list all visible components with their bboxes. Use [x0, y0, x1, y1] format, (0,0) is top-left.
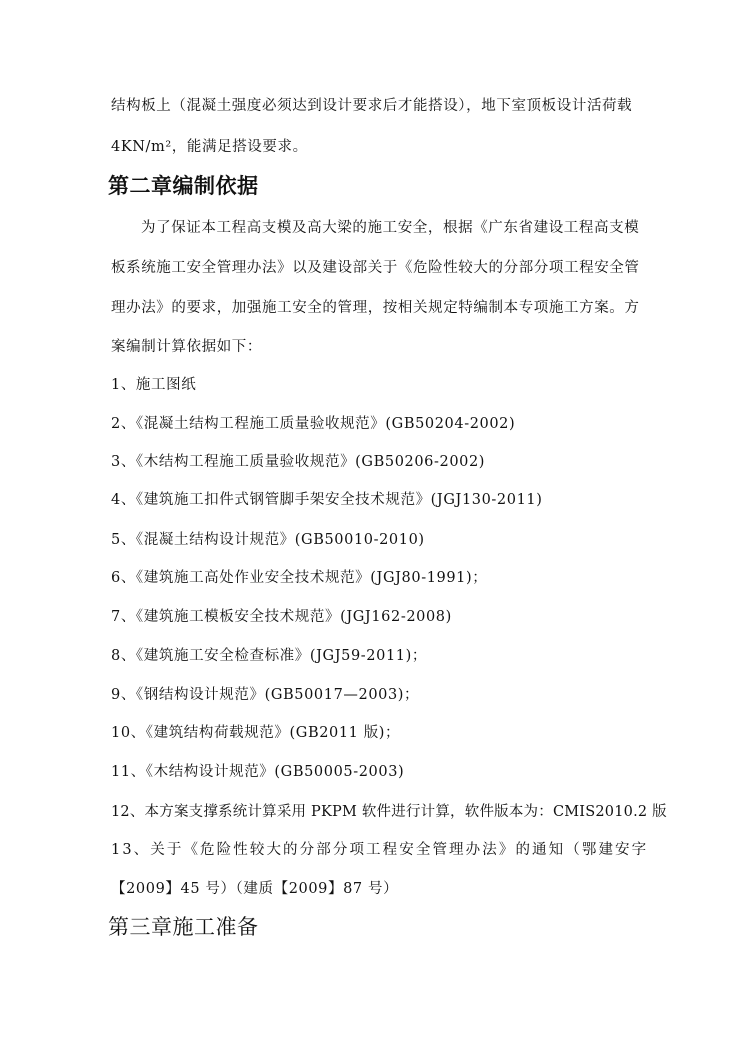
basis-item-11: 11、《木结构设计规范》(GB50005-2003)	[111, 764, 405, 780]
basis-item-1: 1、施工图纸	[111, 377, 197, 393]
intro-line-2: 4KN/m²，能满足搭设要求。	[111, 139, 308, 155]
chapter-3-title: 第三章施工准备	[108, 915, 259, 939]
basis-item-10: 10、《建筑结构荷载规范》(GB2011 版)；	[111, 725, 401, 741]
basis-item-2: 2、《混凝土结构工程施工质量验收规范》(GB50204-2002)	[111, 416, 516, 432]
chapter-2-paragraph-line-2: 板系统施工安全管理办法》以及建设部关于《危险性较大的分部分项工程安全管	[111, 260, 640, 276]
basis-item-12: 12、本方案支撑系统计算采用 PKPM 软件进行计算，软件版本为：CMIS2010.2 版	[111, 804, 667, 820]
basis-item-13-line-2: 【2009】45 号）（建质【2009】87 号）	[111, 881, 399, 897]
basis-item-8: 8、《建筑施工安全检查标准》(JGJ59-2011)；	[111, 648, 427, 664]
intro-line-1: 结构板上（混凝土强度必须达到设计要求后才能搭设），地下室顶板设计活荷载	[111, 98, 633, 114]
chapter-2-paragraph-line-3: 理办法》的要求，加强施工安全的管理，按相关规定特编制本专项施工方案。方	[111, 300, 640, 316]
basis-item-13-line-1: 13、关于《危险性较大的分部分项工程安全管理办法》的通知（鄂建安字	[111, 842, 649, 858]
basis-item-6: 6、《建筑施工高处作业安全技术规范》(JGJ80-1991)；	[111, 570, 488, 586]
basis-item-7: 7、《建筑施工模板安全技术规范》(JGJ162-2008)	[111, 609, 452, 625]
chapter-2-paragraph-line-4: 案编制计算依据如下：	[111, 339, 262, 355]
chapter-2-title: 第二章编制依据	[108, 173, 259, 198]
chapter-2-paragraph-line-1: 为了保证本工程高支模及高大梁的施工安全，根据《广东省建设工程高支模	[141, 220, 640, 236]
basis-item-3: 3、《木结构工程施工质量验收规范》(GB50206-2002)	[111, 454, 486, 470]
basis-item-9: 9、《钢结构设计规范》(GB50017—2003)；	[111, 687, 420, 703]
basis-item-5: 5、《混凝土结构设计规范》(GB50010-2010)	[111, 532, 425, 548]
basis-item-4: 4、《建筑施工扣件式钢管脚手架安全技术规范》(JGJ130-2011)	[111, 492, 543, 508]
